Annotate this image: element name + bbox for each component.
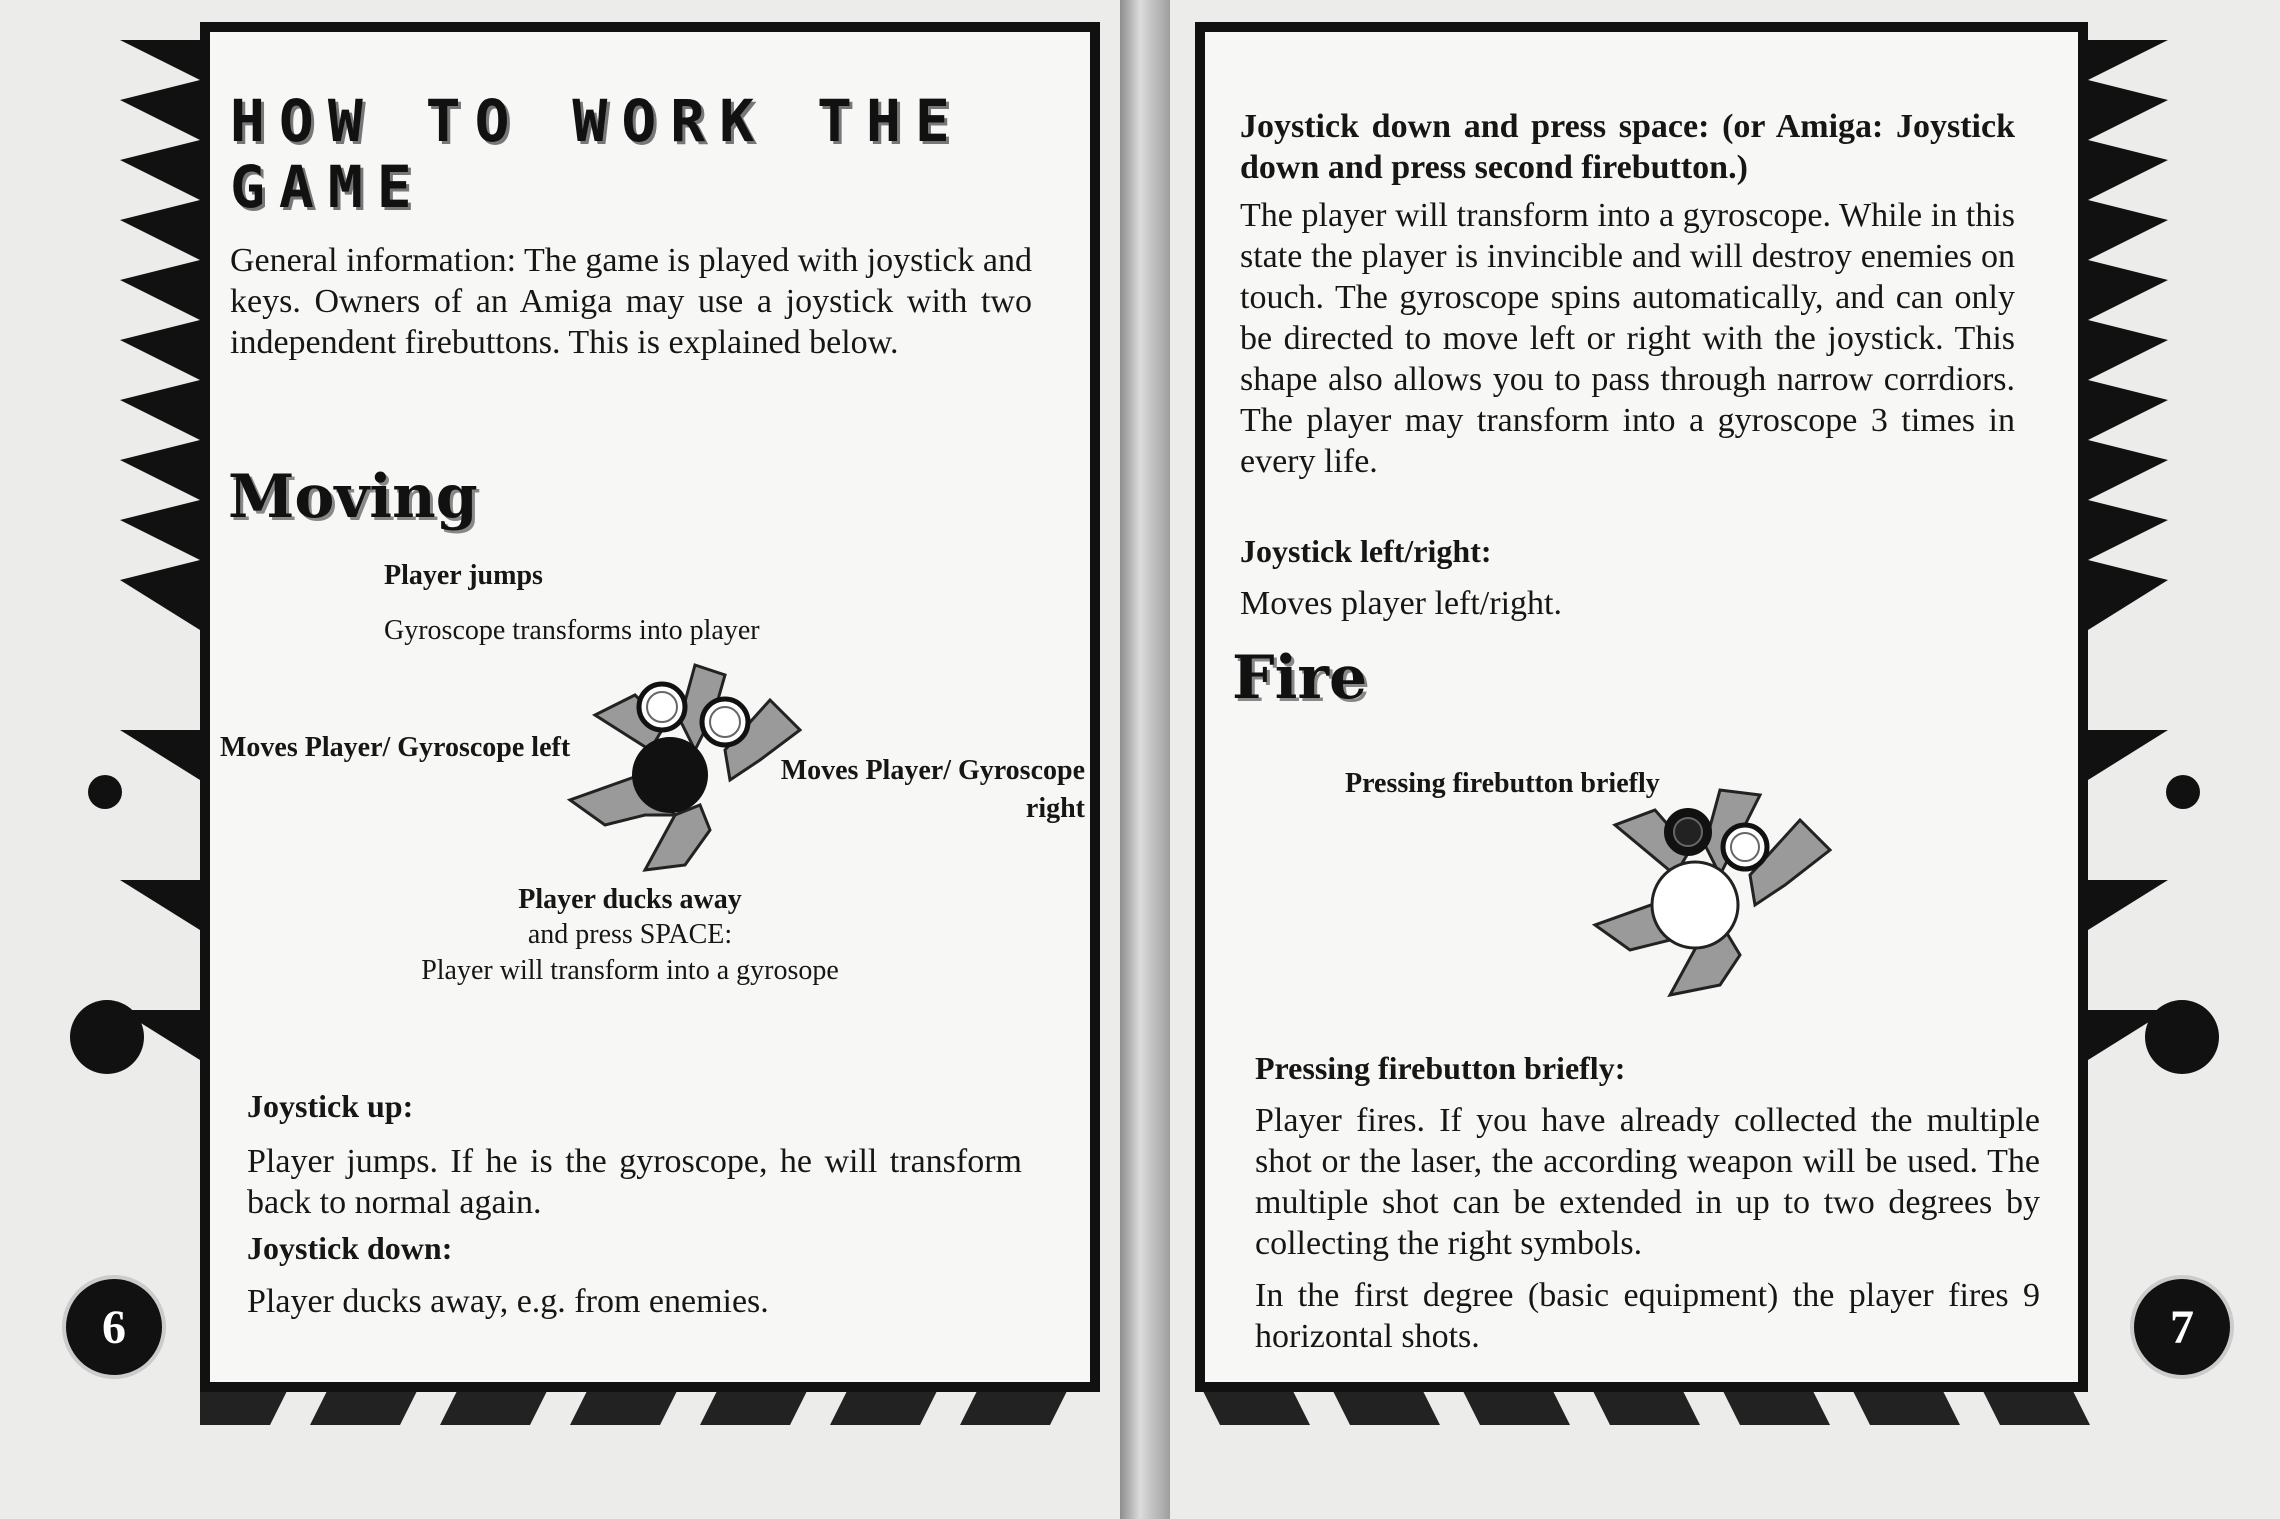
page-number-badge-left: 6 (62, 1275, 166, 1379)
moving-heading: Moving (228, 462, 478, 532)
fire-diagram-label: Pressing firebutton briefly (1345, 768, 1660, 799)
label-joystick-down: Player ducks away (518, 884, 742, 915)
firebutton-diagram (1590, 780, 1840, 1010)
label-joystick-down-sub1: and press SPACE: (527, 919, 733, 950)
right-sawtooth-decoration (2088, 40, 2168, 600)
right-dot-small (2166, 775, 2200, 809)
gyro-paragraph: The player will transform into a gyroscope. While in this state the player is invincible and will destroy enemies on touch. The gyroscope spins automatically, and can only be directed to move left or right with the joystick. This shape also allows you to pass through narrow corrdiors. The player may transform into a gyroscope 3 times in every life. (1240, 197, 2015, 480)
leftright-text: Moves player left/right. (1240, 585, 1562, 622)
fire-heading: Fire (1232, 643, 1368, 713)
left-dot-small (88, 775, 122, 809)
label-joystick-down-sub2: Player will transform into a gyrosope (421, 955, 839, 986)
label-joystick-up-sub: Gyroscope transforms into player (384, 615, 760, 646)
gyro-heading: Joystick down and press space: (or Amiga: Joystick down and press second firebutton.) (1240, 108, 2015, 186)
leftright-heading: Joystick left/right: (1240, 533, 1492, 569)
joystick-up-heading: Joystick up: (247, 1088, 414, 1124)
left-side-ornaments (120, 580, 200, 1280)
pressing-heading: Pressing firebutton briefly: (1255, 1050, 1626, 1086)
first-degree-text: In the first degree (basic equipment) the player fires 9 horizontal shots. (1255, 1277, 2040, 1355)
joystick-down-heading: Joystick down: (247, 1230, 453, 1266)
joystick-down-text: Player ducks away, e.g. from enemies. (247, 1283, 769, 1320)
page-number-badge-right: 7 (2130, 1275, 2234, 1379)
right-side-ornaments (2088, 580, 2168, 1280)
bottom-stripe-decoration (200, 1385, 2090, 1435)
joystick-up-text: Player jumps. If he is the gyroscope, he will transform back to normal again. (247, 1143, 1022, 1221)
booklet-spine (1120, 0, 1170, 1519)
pressing-text: Player fires. If you have already collected the multiple shot or the laser, the according weapon will be used. The multiple shot can be extended in up to two degrees by collecting the right symbols. (1255, 1102, 2040, 1262)
left-dot-large (70, 1000, 144, 1074)
intro-paragraph: General information: The game is played with joystick and keys. Owners of an Amiga may use a joystick with two independent firebuttons. This is explained below. (230, 242, 1032, 361)
label-joystick-right: Moves Player/ Gyroscope right (780, 755, 1085, 824)
left-sawtooth-decoration (120, 40, 200, 600)
label-joystick-left: Moves Player/ Gyroscope left (220, 732, 571, 763)
page-title: HOW TO WORK THE GAME (230, 87, 964, 221)
joystick-diagram (565, 655, 815, 885)
label-joystick-up: Player jumps (384, 560, 543, 591)
right-dot-large (2145, 1000, 2219, 1074)
